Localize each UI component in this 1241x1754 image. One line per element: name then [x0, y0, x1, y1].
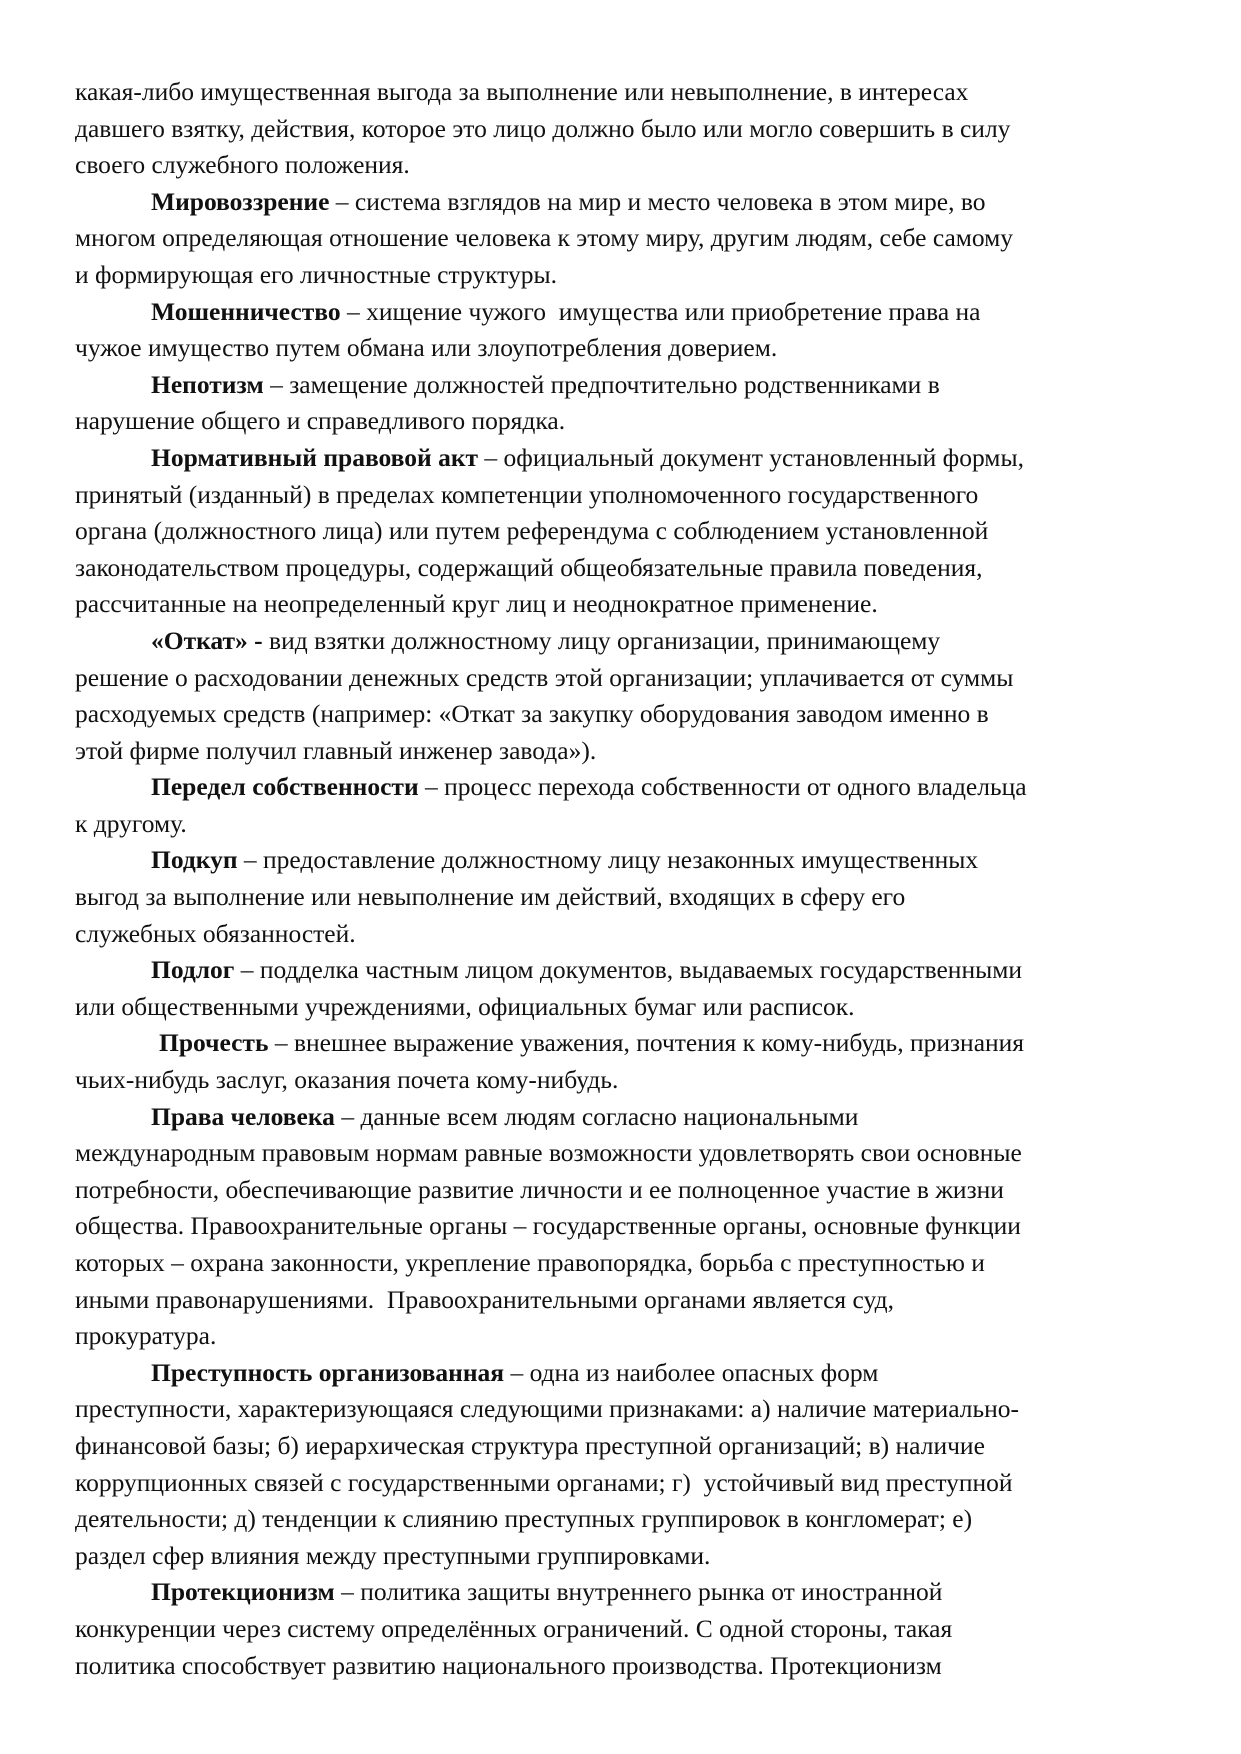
- text-line: [75, 74, 1175, 111]
- definition-start-line: [75, 184, 1175, 221]
- text-line: [75, 257, 1175, 294]
- definition-term: Подкуп: [151, 845, 238, 875]
- line-text: решение о расходовании денежных средств этой организации; уплачивается от суммы: [75, 662, 1014, 692]
- text-line: [75, 220, 1175, 257]
- text-line: [75, 111, 1175, 148]
- line-text: – система взглядов на мир и место человека в этом мире, во: [329, 186, 986, 216]
- line-text: деятельности; д) тенденции к слиянию преступных группировок в конгломерат; е): [75, 1504, 973, 1534]
- definition-start-line: [75, 294, 1175, 331]
- text-line: [75, 1501, 1175, 1538]
- line-text: коррупционных связей с государственными органами; г) устойчивый вид преступной: [75, 1467, 1013, 1497]
- definition-start-line: [75, 1099, 1175, 1136]
- line-text: – подделка частным лицом документов, выдаваемых государственными: [234, 955, 1023, 985]
- text-line: [75, 989, 1175, 1026]
- line-text: раздел сфер влияния между преступными группировками.: [75, 1540, 711, 1570]
- definition-start-line: [75, 1355, 1175, 1392]
- text-line: [75, 879, 1175, 916]
- line-text: преступности, характеризующаяся следующими признаками: а) наличие материально-: [75, 1394, 1019, 1424]
- line-text: принятый (изданный) в пределах компетенции уполномоченного государственного: [75, 479, 979, 509]
- line-text: иными правонарушениями. Правоохранительными органами является суд,: [75, 1284, 894, 1314]
- line-text: служебных обязанностей.: [75, 918, 356, 948]
- text-line: [75, 696, 1175, 733]
- definition-term: Преступность организованная: [151, 1357, 505, 1387]
- line-text: к другому.: [75, 808, 187, 838]
- line-text: давшего взятку, действия, которое это лицо должно было или могло совершить в силу: [75, 113, 1011, 143]
- text-line: [75, 1648, 1175, 1685]
- definition-start-line: [75, 623, 1175, 660]
- text-line: [75, 550, 1175, 587]
- text-line: [75, 403, 1175, 440]
- line-text: выгод за выполнение или невыполнение им действий, входящих в сферу его: [75, 882, 906, 912]
- text-line: [75, 147, 1175, 184]
- line-text: вид взятки должностному лицу организации, принимающему: [262, 625, 941, 655]
- text-line: [75, 1062, 1175, 1099]
- definition-start-line: [75, 842, 1175, 879]
- line-text: расходуемых средств (например: «Откат за закупку оборудования заводом именно в: [75, 699, 989, 729]
- definition-start-line: [75, 769, 1175, 806]
- line-text: какая-либо имущественная выгода за выполнение или невыполнение, в интересах: [75, 77, 969, 106]
- line-text: международным правовым нормам равные возможности удовлетворять свои основные: [75, 1138, 1022, 1168]
- line-text: законодательством процедуры, содержащий общеобязательные правила поведения,: [75, 552, 983, 582]
- line-text: которых – охрана законности, укрепление правопорядка, борьба с преступностью и: [75, 1248, 985, 1277]
- line-text: – внешнее выражение уважения, почтения к кому-нибудь, признания: [268, 1028, 1025, 1058]
- line-text: общества. Правоохранительные органы – государственные органы, основные функции: [75, 1211, 1021, 1241]
- line-text: чужое имущество путем обмана или злоупотребления доверием.: [75, 333, 778, 363]
- line-text: рассчитанные на неопределенный круг лиц и неоднократное применение.: [75, 589, 878, 619]
- text-line: [75, 1611, 1175, 1648]
- line-text: чьих-нибудь заслуг, оказания почета кому-нибудь.: [75, 1065, 619, 1095]
- definition-term: Права человека: [151, 1101, 335, 1131]
- text-line: [75, 1465, 1175, 1502]
- text-line: [75, 916, 1175, 953]
- line-text: своего служебного положения.: [75, 150, 410, 180]
- text-line: [75, 1282, 1175, 1319]
- text-line: [75, 586, 1175, 623]
- text-line: [75, 1538, 1175, 1575]
- definition-start-line: [75, 367, 1175, 404]
- line-text: политика способствует развитию национального производства. Протекционизм: [75, 1650, 942, 1680]
- text-line: [75, 477, 1175, 514]
- text-line: [75, 330, 1175, 367]
- definition-term: Нормативный правовой акт: [151, 442, 479, 472]
- definition-term: Мировоззрение: [151, 186, 330, 216]
- line-text: прокуратура.: [75, 1321, 217, 1351]
- text-line: [75, 806, 1175, 843]
- definition-term: Прочесть: [159, 1028, 269, 1058]
- line-text: конкуренции через систему определённых ограничений. С одной стороны, такая: [75, 1613, 953, 1643]
- line-text: – предоставление должностному лицу незаконных имущественных: [237, 845, 979, 875]
- line-text: – данные всем людям согласно национальными: [334, 1101, 859, 1131]
- text-line: [75, 733, 1175, 770]
- definition-term: Передел собственности: [151, 772, 419, 802]
- definition-start-line: [75, 952, 1175, 989]
- document-page: [75, 74, 1175, 1684]
- text-line: [75, 660, 1175, 697]
- text-line: [75, 513, 1175, 550]
- line-text: этой фирме получил главный инженер завода»).: [75, 735, 597, 765]
- definition-term: Протекционизм: [151, 1577, 335, 1607]
- line-text: – замещение должностей предпочтительно родственниками в: [263, 369, 940, 399]
- line-text: или общественными учреждениями, официальных бумаг или расписок.: [75, 991, 855, 1021]
- line-text: потребности, обеспечивающие развитие личности и ее полноценное участие в жизни: [75, 1174, 1004, 1204]
- text-line: [75, 1428, 1175, 1465]
- text-line: [75, 1172, 1175, 1209]
- line-text: финансовой базы; б) иерархическая структура преступной организаций; в) наличие: [75, 1430, 985, 1460]
- line-text: – процесс перехода собственности от одного владельца: [418, 772, 1027, 802]
- line-text: – политика защиты внутреннего рынка от иностранной: [334, 1577, 943, 1607]
- line-text: – официальный документ установленный формы,: [478, 442, 1024, 472]
- text-line: [75, 1208, 1175, 1245]
- definition-start-line: [75, 440, 1175, 477]
- text-line: [75, 1391, 1175, 1428]
- line-text: – хищение чужого имущества или приобретение права на: [340, 296, 981, 326]
- definition-term: «Откат» -: [151, 625, 263, 655]
- definition-start-line: [75, 1025, 1175, 1062]
- text-line: [75, 1135, 1175, 1172]
- definition-term: Подлог: [151, 955, 235, 985]
- definition-term: Мошенничество: [151, 296, 341, 326]
- line-text: многом определяющая отношение человека к этому миру, другим людям, себе самому: [75, 223, 1014, 253]
- line-text: и формирующая его личностные структуры.: [75, 259, 557, 289]
- definition-term: Непотизм: [151, 369, 264, 399]
- definition-start-line: [75, 1574, 1175, 1611]
- line-text: органа (должностного лица) или путем референдума с соблюдением установленной: [75, 516, 989, 546]
- text-line: [75, 1318, 1175, 1355]
- text-line: [75, 1245, 1175, 1282]
- line-text: – одна из наиболее опасных форм: [504, 1357, 879, 1387]
- line-text: нарушение общего и справедливого порядка.: [75, 406, 566, 436]
